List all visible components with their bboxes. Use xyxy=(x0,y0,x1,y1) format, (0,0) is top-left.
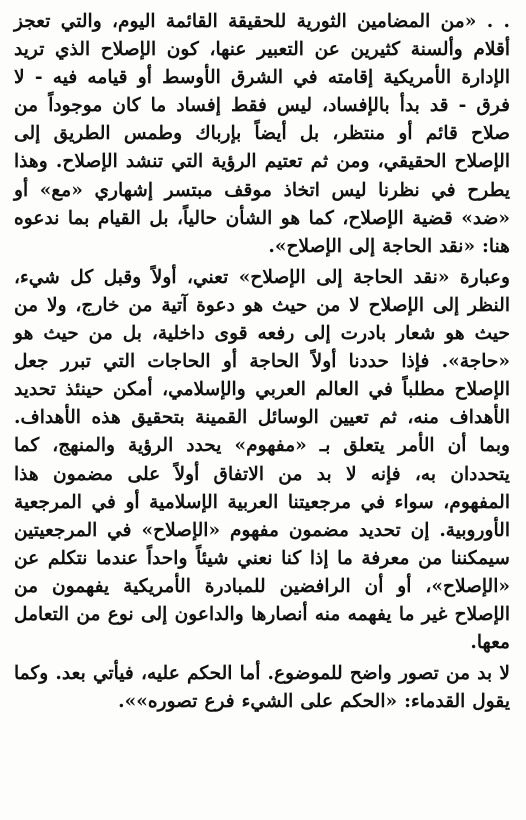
paragraph-3: لا بد من تصور واضح للموضوع. أما الحكم عليه، فيأتي بعد. وكما يقول القدماء: «الحكم على الشيء فرع تصوره»». xyxy=(14,663,510,713)
paragraph-1: . . «من المضامين الثورية للحقيقة القائمة اليوم، والتي تعجز أقلام وألسنة كثيرين عن التعبير عنها، كون الإصلاح الذي تريد الإدارة الأمريكية إقامته في الشرق الأوسط أو قيامه فيه - لا فرق - قد بدأ بالإفساد، ليس فقط إفساد ما كان موجوداً من صلاح قائم أو منتظر، بل أيضاً بإرباك وطمس الطريق إلى الإصلاح الحقيقي، ومن ثم تعتيم الرؤية التي تنشد الإصلاح. وهذا يطرح في نظرنا ليس اتخاذ موقف مبتسر إشهاري «مع» أو «ضد» قضية الإصلاح، كما هو الشأن حالياً، بل القيام بما ندعوه هنا: «نقد الحاجة إلى الإصلاح». xyxy=(14,11,510,257)
paragraph-2: وعبارة «نقد الحاجة إلى الإصلاح» تعني، أولاً وقبل كل شيء، النظر إلى الإصلاح لا من حيث هو دعوة آتية من خارج، ولا من حيث هو شعار بادرت إلى رفعه قوى داخلية، بل من حيث هو «حاجة». فإذا حددنا أولاً الحاجة أو الحاجات التي تبرر جعل الإصلاح مطلباً في العالم العربي والإسلامي، أمكن حينئذ تحديد الأهداف منه، ثم تعيين الوسائل القمينة بتحقيق هذه الأهداف. وبما أن الأمر يتعلق بـ «مفهوم» يحدد الرؤية والمنهج، كما يتحددان به، فإنه لا بد من الاتفاق أولاً على مضمون هذا المفهوم، سواء في مرجعيتنا العربية الإسلامية أو في المرجعية الأوروبية. إن تحديد مضمون مفهوم «الإصلاح» في المرجعيتين سيمكننا من معرفة ما إذا كنا نعني شيئاً واحداً عندما نتكلم عن «الإصلاح»، أو أن الرافضين للمبادرة الأمريكية يفهمون من الإصلاح غير ما يفهمه منه أنصارها والداعون إلى نوع من التعامل معها. xyxy=(14,266,510,654)
